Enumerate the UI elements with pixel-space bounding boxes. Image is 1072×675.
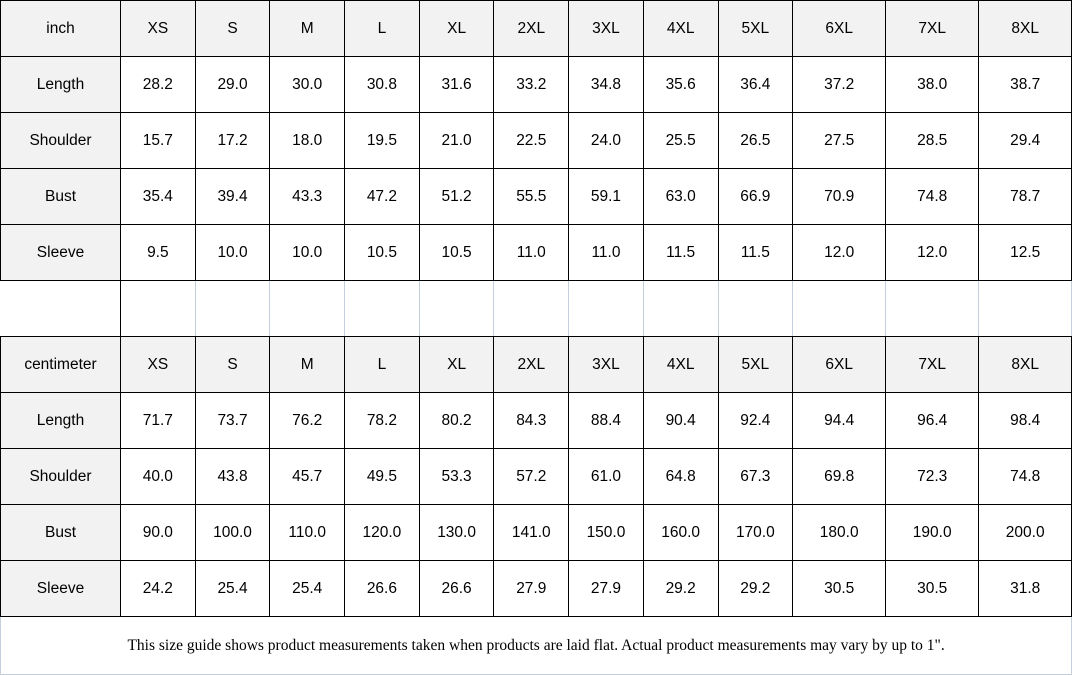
centimeter-size-table	[1, 337, 1072, 617]
spacer-cell	[793, 281, 886, 337]
measurement-row	[1, 505, 1072, 561]
measurement-cell: 43.3	[270, 169, 345, 225]
measurement-row	[1, 169, 1072, 225]
measurement-row	[1, 393, 1072, 449]
measurement-cell: 67.3	[718, 449, 793, 505]
measurement-cell: 31.6	[419, 57, 494, 113]
row-label: Shoulder	[1, 449, 121, 505]
measurement-cell: 29.4	[979, 113, 1072, 169]
measurement-cell: 25.4	[270, 561, 345, 617]
unit-header: inch	[1, 1, 121, 57]
measurement-cell: 29.2	[643, 561, 718, 617]
size-column-header: 6XL	[793, 337, 886, 393]
measurement-cell: 19.5	[345, 113, 420, 169]
size-column-header: 6XL	[793, 1, 886, 57]
measurement-cell: 36.4	[718, 57, 793, 113]
measurement-cell: 90.4	[643, 393, 718, 449]
measurement-cell: 88.4	[569, 393, 644, 449]
measurement-cell: 27.5	[793, 113, 886, 169]
measurement-cell: 27.9	[569, 561, 644, 617]
measurement-cell: 30.0	[270, 57, 345, 113]
measurement-cell: 76.2	[270, 393, 345, 449]
measurement-cell: 30.5	[793, 561, 886, 617]
measurement-cell: 66.9	[718, 169, 793, 225]
measurement-cell: 26.6	[345, 561, 420, 617]
measurement-cell: 70.9	[793, 169, 886, 225]
row-label: Shoulder	[1, 113, 121, 169]
measurement-cell: 141.0	[494, 505, 569, 561]
measurement-cell: 25.5	[643, 113, 718, 169]
spacer-row	[1, 281, 1072, 337]
size-column-header: 4XL	[643, 337, 718, 393]
size-column-header: M	[270, 1, 345, 57]
measurement-cell: 29.2	[718, 561, 793, 617]
measurement-cell: 64.8	[643, 449, 718, 505]
row-label: Bust	[1, 505, 121, 561]
measurement-cell: 160.0	[643, 505, 718, 561]
spacer-cell	[569, 281, 644, 337]
measurement-cell: 15.7	[121, 113, 196, 169]
measurement-cell: 22.5	[494, 113, 569, 169]
size-column-header: 5XL	[718, 337, 793, 393]
size-column-header: 5XL	[718, 1, 793, 57]
measurement-cell: 25.4	[195, 561, 270, 617]
measurement-cell: 55.5	[494, 169, 569, 225]
measurement-row	[1, 561, 1072, 617]
size-column-header: S	[195, 1, 270, 57]
measurement-cell: 47.2	[345, 169, 420, 225]
measurement-row	[1, 57, 1072, 113]
measurement-cell: 49.5	[345, 449, 420, 505]
measurement-cell: 100.0	[195, 505, 270, 561]
spacer-cell	[494, 281, 569, 337]
size-column-header: 3XL	[569, 337, 644, 393]
measurement-cell: 26.6	[419, 561, 494, 617]
measurement-cell: 74.8	[979, 449, 1072, 505]
measurement-cell: 27.9	[494, 561, 569, 617]
spacer-cell	[643, 281, 718, 337]
size-column-header: 4XL	[643, 1, 718, 57]
size-column-header: XL	[419, 337, 494, 393]
spacer-cell	[886, 281, 979, 337]
unit-header: centimeter	[1, 337, 121, 393]
spacer-cell	[979, 281, 1072, 337]
measurement-cell: 43.8	[195, 449, 270, 505]
size-column-header: S	[195, 337, 270, 393]
measurement-cell: 29.0	[195, 57, 270, 113]
measurement-cell: 34.8	[569, 57, 644, 113]
size-column-header: 2XL	[494, 337, 569, 393]
row-label: Sleeve	[1, 225, 121, 281]
measurement-cell: 11.0	[569, 225, 644, 281]
spacer-cell	[419, 281, 494, 337]
size-column-header: XS	[121, 337, 196, 393]
measurement-cell: 98.4	[979, 393, 1072, 449]
measurement-cell: 72.3	[886, 449, 979, 505]
size-column-header: 2XL	[494, 1, 569, 57]
table-footer	[1, 617, 1072, 675]
size-column-header: L	[345, 337, 420, 393]
size-column-header: 3XL	[569, 1, 644, 57]
size-header-row	[1, 1, 1072, 57]
measurement-cell: 31.8	[979, 561, 1072, 617]
measurement-cell: 12.0	[793, 225, 886, 281]
measurement-cell: 190.0	[886, 505, 979, 561]
measurement-row	[1, 449, 1072, 505]
measurement-cell: 17.2	[195, 113, 270, 169]
row-label: Length	[1, 57, 121, 113]
measurement-cell: 53.3	[419, 449, 494, 505]
measurement-row	[1, 225, 1072, 281]
measurement-cell: 28.5	[886, 113, 979, 169]
measurement-cell: 180.0	[793, 505, 886, 561]
measurement-cell: 74.8	[886, 169, 979, 225]
spacer-cell	[195, 281, 270, 337]
measurement-cell: 11.5	[643, 225, 718, 281]
size-column-header: M	[270, 337, 345, 393]
measurement-cell: 51.2	[419, 169, 494, 225]
size-column-header: XS	[121, 1, 196, 57]
measurement-cell: 94.4	[793, 393, 886, 449]
row-label: Sleeve	[1, 561, 121, 617]
measurement-cell: 28.2	[121, 57, 196, 113]
size-column-header: 7XL	[886, 337, 979, 393]
spacer-cell	[270, 281, 345, 337]
measurement-cell: 170.0	[718, 505, 793, 561]
row-label: Bust	[1, 169, 121, 225]
measurement-cell: 71.7	[121, 393, 196, 449]
measurement-cell: 84.3	[494, 393, 569, 449]
measurement-cell: 61.0	[569, 449, 644, 505]
measurement-cell: 120.0	[345, 505, 420, 561]
measurement-cell: 9.5	[121, 225, 196, 281]
measurement-cell: 10.0	[195, 225, 270, 281]
measurement-cell: 78.2	[345, 393, 420, 449]
measurement-cell: 11.5	[718, 225, 793, 281]
size-column-header: 7XL	[886, 1, 979, 57]
measurement-cell: 33.2	[494, 57, 569, 113]
measurement-cell: 40.0	[121, 449, 196, 505]
measurement-cell: 80.2	[419, 393, 494, 449]
measurement-cell: 200.0	[979, 505, 1072, 561]
measurement-cell: 59.1	[569, 169, 644, 225]
measurement-cell: 26.5	[718, 113, 793, 169]
measurement-cell: 39.4	[195, 169, 270, 225]
measurement-cell: 130.0	[419, 505, 494, 561]
size-guide-note: This size guide shows product measurements taken when products are laid flat. Actual product measurements may vary by up to 1".	[1, 617, 1072, 675]
measurement-cell: 57.2	[494, 449, 569, 505]
measurement-cell: 37.2	[793, 57, 886, 113]
measurement-cell: 78.7	[979, 169, 1072, 225]
measurement-cell: 35.4	[121, 169, 196, 225]
measurement-cell: 11.0	[494, 225, 569, 281]
measurement-cell: 10.0	[270, 225, 345, 281]
measurement-cell: 63.0	[643, 169, 718, 225]
measurement-cell: 24.2	[121, 561, 196, 617]
measurement-cell: 96.4	[886, 393, 979, 449]
measurement-cell: 45.7	[270, 449, 345, 505]
row-label: Length	[1, 393, 121, 449]
measurement-cell: 92.4	[718, 393, 793, 449]
size-column-header: XL	[419, 1, 494, 57]
spacer-cell	[1, 281, 121, 337]
measurement-cell: 12.5	[979, 225, 1072, 281]
measurement-row	[1, 113, 1072, 169]
measurement-cell: 38.0	[886, 57, 979, 113]
size-column-header: 8XL	[979, 337, 1072, 393]
measurement-cell: 150.0	[569, 505, 644, 561]
size-column-header: 8XL	[979, 1, 1072, 57]
measurement-cell: 21.0	[419, 113, 494, 169]
measurement-cell: 24.0	[569, 113, 644, 169]
table-gap	[1, 281, 1072, 337]
measurement-cell: 30.8	[345, 57, 420, 113]
measurement-cell: 18.0	[270, 113, 345, 169]
size-column-header: L	[345, 1, 420, 57]
measurement-cell: 73.7	[195, 393, 270, 449]
measurement-cell: 10.5	[345, 225, 420, 281]
spacer-cell	[718, 281, 793, 337]
measurement-cell: 90.0	[121, 505, 196, 561]
measurement-cell: 12.0	[886, 225, 979, 281]
spacer-cell	[345, 281, 420, 337]
measurement-cell: 110.0	[270, 505, 345, 561]
size-header-row	[1, 337, 1072, 393]
measurement-cell: 35.6	[643, 57, 718, 113]
inch-size-table	[1, 1, 1072, 281]
footer-row	[1, 617, 1072, 675]
measurement-cell: 69.8	[793, 449, 886, 505]
spacer-cell	[121, 281, 196, 337]
measurement-cell: 30.5	[886, 561, 979, 617]
measurement-cell: 10.5	[419, 225, 494, 281]
measurement-cell: 38.7	[979, 57, 1072, 113]
